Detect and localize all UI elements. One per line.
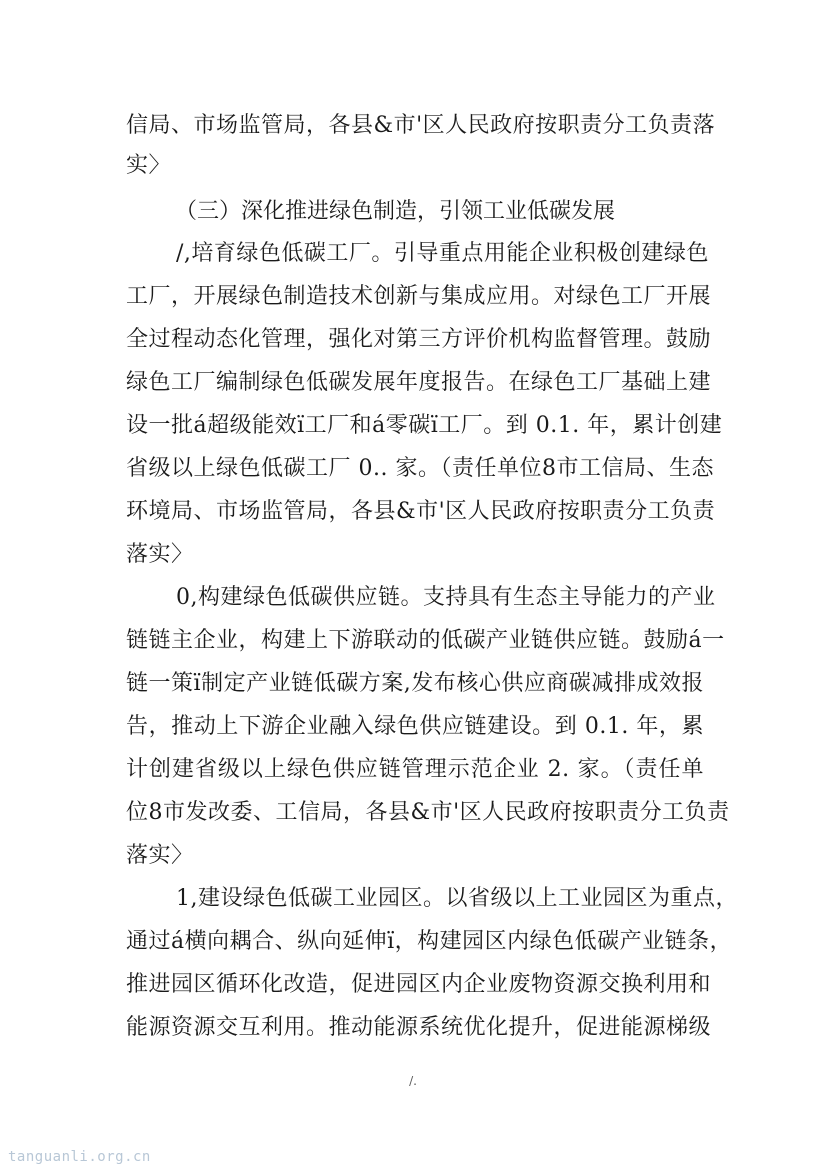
text-line: 落实〉	[126, 542, 194, 567]
text-line: 全过程动态化管理，强化对第三方评价机构监督管理。鼓励	[126, 327, 712, 352]
text-line: 通过á横向耦合、纵向延伸ï，构建园区内绿色低碳产业链条，	[126, 929, 733, 954]
text-line: 绿色工厂编制绿色低碳发展年度报告。在绿色工厂基础上建	[126, 370, 712, 395]
page-number: /.	[409, 1074, 417, 1088]
text-line: 推进园区循环化改造，促进园区内企业废物资源交换利用和	[126, 972, 712, 997]
text-line: 链一策ï制定产业链低碳方案,发布核心供应商碳减排成效报	[126, 671, 704, 696]
text-line: 工厂，开展绿色制造技术创新与集成应用。对绿色工厂开展	[126, 284, 712, 309]
text-line: 落实〉	[126, 843, 194, 868]
text-line: 环境局、市场监管局，各县&市'区人民政府按职责分工负责	[126, 499, 716, 524]
text-line: 告，推动上下游企业融入绿色供应链建设。到 0.1. 年，累	[126, 714, 704, 739]
watermark: tanguanli.org.cn	[8, 1149, 151, 1165]
text-line: 计创建省级以上绿色供应链管理示范企业 2. 家。（责任单	[126, 757, 704, 782]
text-line: 0,构建绿色低碳供应链。支持具有生态主导能力的产业	[176, 585, 716, 610]
text-line: 设一批á超级能效ï工厂和á零碳ï工厂。到 0.1. 年，累计创建	[126, 413, 723, 438]
text-line: 位8市发改委、工信局，各县&市'区人民政府按职责分工负责	[126, 800, 730, 825]
text-line: 能源资源交互利用。推动能源系统优化提升，促进能源梯级	[126, 1015, 712, 1040]
text-line: 1,建设绿色低碳工业园区。以省级以上工业园区为重点，	[176, 886, 738, 911]
text-line: 实〉	[126, 153, 172, 178]
text-line: 链链主企业，构建上下游联动的低碳产业链供应链。鼓励á一	[126, 628, 725, 653]
text-line: 信局、市场监管局，各县&市'区人民政府按职责分工负责落	[126, 113, 716, 138]
text-line: /,培育绿色低碳工厂。引导重点用能企业积极创建绿色	[176, 241, 709, 266]
section-heading: （三）深化推进绿色制造，引领工业低碳发展	[175, 199, 616, 224]
text-line: 省级以上绿色低碳工厂 0.. 家。（责任单位8市工信局、生态	[126, 456, 714, 481]
